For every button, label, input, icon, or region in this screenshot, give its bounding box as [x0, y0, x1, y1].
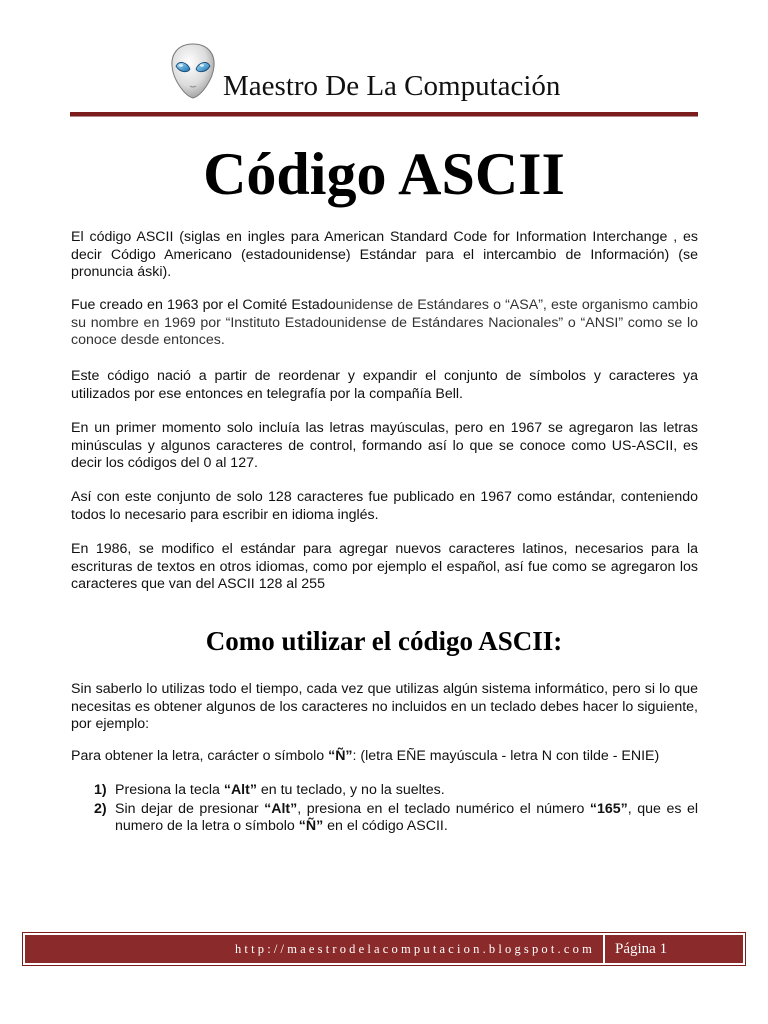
paragraph-history-start: Fue creado en 1963 por el Comité Estado: [71, 297, 336, 313]
example-symbol: “Ñ”: [328, 748, 353, 764]
paragraph-history: [71, 297, 698, 350]
example-suffix: : (letra EÑE mayúscula - letra N con tilde - ENIE): [352, 748, 660, 764]
step-text: en el código ASCII.: [323, 818, 448, 835]
page-number: Página 1: [615, 940, 668, 957]
step-text: , presiona en el teclado numérico el número: [297, 800, 590, 817]
example-prefix: Para obtener la letra, carácter o símbolo: [71, 748, 329, 764]
footer-url-link[interactable]: http://maestrodelacomputacion.blogspot.com: [234, 941, 595, 956]
document-title: Código ASCII: [203, 141, 565, 207]
footer-bar: [25, 935, 743, 963]
paragraph-origin: Este código nació a partir de reordenar y expandir el conjunto de símbolos y caracteres ya utilizados por ese entonces en telegrafía por la compañía Bell.: [71, 368, 698, 402]
paragraph-standard: Así con este conjunto de solo 128 caracteres fue publicado en 1967 como estándar, conteniendo todos lo necesario para escribir en idioma inglés.: [71, 489, 698, 523]
steps-list: [94, 782, 698, 837]
step-text: en tu teclado, y no la sueltes.: [256, 782, 445, 798]
example-line: [71, 748, 698, 766]
paragraph-definition: El código ASCII (siglas en ingles para American Standard Code for Information Interchange , es decir Código Americano (estadounidense) Estándar para el intercambio de Información) (se pronuncia áski).: [71, 229, 698, 281]
step-text: Presiona la tecla: [115, 782, 224, 798]
section-intro: Sin saberlo lo utilizas todo el tiempo, cada vez que utilizas algún sistema informático, pero si lo que necesitas es obtener algunos de los caracteres no incluidos en un teclado debes hacer lo siguiente, por ejemplo:: [71, 681, 698, 733]
step-item: [94, 782, 698, 800]
paragraph-history-rest: unidense de Estándares o “ASA”, este organismo cambio su nombre en 1969 por “Instituto Estadounidense de Estándares Nacionales” o “ANSI” como se lo conoce desde entonces.: [71, 297, 698, 349]
paragraph-lowercase: En un primer momento solo incluía las letras mayúsculas, pero en 1967 se agregaron las letras minúsculas y algunos caracteres de control, formando así lo que se conoce como US-ASCII, es decir los códigos del 0 al 127.: [71, 420, 698, 472]
step-item: [94, 801, 698, 836]
step-key: “Alt”: [223, 782, 257, 798]
step-number: 1): [94, 782, 107, 798]
page-footer: [22, 932, 746, 966]
section-title: Como utilizar el código ASCII:: [205, 626, 563, 656]
step-text: Sin dejar de presionar: [115, 800, 265, 817]
paragraph-extended: En 1986, se modifico el estándar para agregar nuevos caracteres latinos, necesarios para la escrituras de textos en otros idiomas, como por ejemplo el español, así fue como se agregaron los caracteres que van del ASCII 128 al 255: [71, 541, 698, 593]
alien-head-icon: [170, 42, 216, 100]
header-divider: [70, 112, 698, 117]
step-number: 2): [94, 800, 107, 817]
step-code: “165”: [589, 800, 628, 817]
step-symbol: “Ñ”: [298, 818, 324, 835]
site-title: Maestro De La Computación: [223, 70, 561, 102]
page-header: [70, 40, 698, 120]
step-text: , que es el numero de la letra o símbolo: [115, 800, 698, 835]
step-key: “Alt”: [264, 800, 298, 817]
